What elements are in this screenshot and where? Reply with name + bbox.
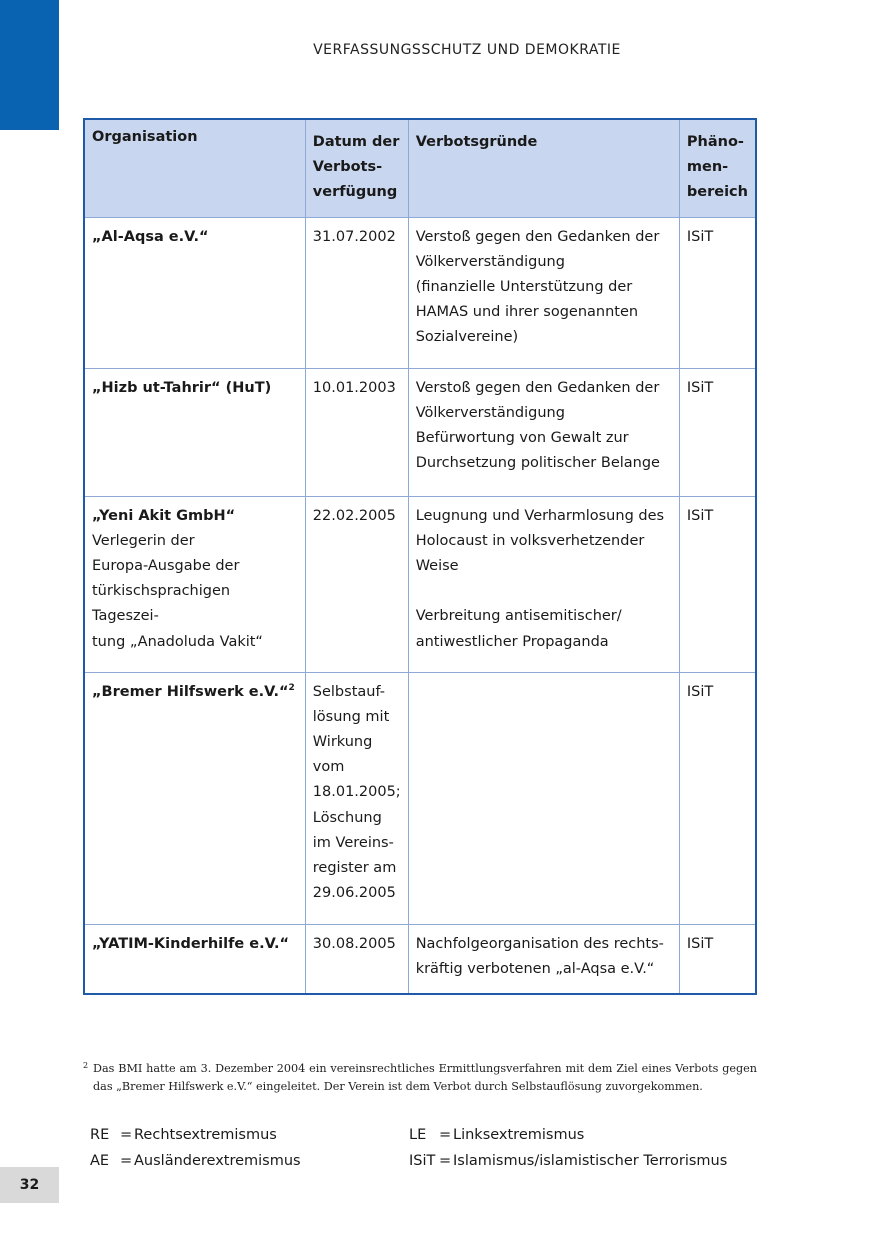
date-line: 22.02.2005 <box>312 507 396 524</box>
legend-equals: = <box>439 1127 452 1143</box>
reason-line: Sozialvereine) <box>415 329 519 346</box>
date-cell <box>305 217 408 368</box>
org-name-text: „Bremer Hilfswerk e.V.“ <box>92 683 289 700</box>
header-area-line: men- <box>686 159 729 176</box>
org-name: „YATIM-Kinderhilfe e.V.“ <box>92 935 290 952</box>
header-organisation: Organisation <box>84 119 305 217</box>
legend-equals: = <box>120 1127 133 1143</box>
date-line: register am <box>312 860 397 877</box>
org-cell <box>84 368 305 496</box>
legend-equals: = <box>439 1153 452 1169</box>
legend-meaning: Rechtsextremismus <box>134 1127 277 1143</box>
reason-line: Weise <box>415 558 459 575</box>
reasons-cell <box>408 496 679 672</box>
header-area-line: Phäno- <box>686 134 744 150</box>
table-row <box>84 924 756 994</box>
date-cell <box>305 368 408 496</box>
legend-abbr: RE <box>90 1127 110 1143</box>
date-line: Selbstauf- <box>312 683 385 700</box>
reasons-cell <box>408 217 679 368</box>
area-cell: ISiT <box>679 672 756 924</box>
page-header: VERFASSUNGSSCHUTZ UND DEMOKRATIE <box>313 42 621 58</box>
footnote-reference: 2 <box>288 682 295 693</box>
org-cell <box>84 672 305 924</box>
header-date <box>305 119 408 217</box>
reasons-cell <box>408 672 679 924</box>
reason-line: HAMAS und ihrer sogenannten <box>415 304 639 321</box>
date-line: 10.01.2003 <box>312 379 396 396</box>
reason-line: Verstoß gegen den Gedanken der <box>415 228 660 245</box>
date-line: 31.07.2002 <box>312 228 396 245</box>
date-line: 18.01.2005; <box>312 784 401 801</box>
table-header-row <box>84 119 756 217</box>
legend-equals: = <box>120 1153 133 1169</box>
date-cell <box>305 672 408 924</box>
reason-line: antiwestlicher Propaganda <box>415 633 609 650</box>
org-name <box>92 680 298 705</box>
reason-line: Völkerverständigung <box>415 404 565 421</box>
reason-spacer <box>416 579 672 604</box>
reason-line: Völkerverständigung <box>415 253 565 270</box>
legend-left <box>90 1122 301 1174</box>
footnote-text: Das BMI hatte am 3. Dezember 2004 ein vereinsrechtliches Ermittlungsverfahren mit dem Ziel eines Verbots gegen das „Bremer Hilfswerk e.V.“ eingeleitet. Der Verein ist dem Verbot durch Selbstauflösung zuvorgekommen. <box>93 1062 757 1093</box>
area-cell: ISiT <box>679 496 756 672</box>
date-line: Wirkung <box>312 734 373 751</box>
date-line: 29.06.2005 <box>312 885 396 902</box>
legend-meaning: Linksextremismus <box>453 1127 585 1143</box>
reason-line: Holocaust in volksverhetzender <box>415 532 645 549</box>
org-detail-line: Verlegerin der <box>92 532 195 549</box>
reason-line: kräftig verbotenen „al-Aqsa e.V.“ <box>415 960 655 977</box>
reason-line: (finanzielle Unterstützung der <box>415 279 633 296</box>
legend-item <box>409 1148 727 1174</box>
org-detail-line: tung „Anadoluda Vakit“ <box>92 633 263 650</box>
reasons-cell <box>408 368 679 496</box>
reason-line: Verstoß gegen den Gedanken der <box>415 379 660 396</box>
page-number: 32 <box>0 1167 59 1203</box>
reason-line: Befürwortung von Gewalt zur <box>415 430 629 447</box>
footnote <box>83 1060 757 1096</box>
header-area <box>679 119 756 217</box>
legend-abbr: LE <box>409 1127 427 1143</box>
header-date-line: Verbots- <box>312 159 383 176</box>
org-cell <box>84 496 305 672</box>
area-cell: ISiT <box>679 924 756 994</box>
legend-meaning: Islamismus/islamistischer Terrorismus <box>453 1153 728 1169</box>
area-cell: ISiT <box>679 368 756 496</box>
date-cell <box>305 924 408 994</box>
date-cell <box>305 496 408 672</box>
reason-line: Durchsetzung politischer Belange <box>415 455 660 472</box>
legend-right <box>409 1122 727 1174</box>
side-accent-bar <box>0 0 59 130</box>
date-line: im Vereins- <box>312 834 394 851</box>
org-cell <box>84 217 305 368</box>
reason-line: Verbreitung antisemitischer/ <box>415 608 622 625</box>
legend-meaning: Ausländerextremismus <box>134 1153 301 1169</box>
header-reasons: Verbotsgründe <box>408 119 679 217</box>
table-row <box>84 496 756 672</box>
date-line: 30.08.2005 <box>312 935 396 952</box>
header-date-line: verfügung <box>312 184 398 201</box>
header-area-line: bereich <box>686 184 748 201</box>
reasons-cell <box>408 924 679 994</box>
table-row <box>84 217 756 368</box>
reason-line: Nachfolgeorganisation des rechts- <box>415 935 664 952</box>
date-line: lösung mit <box>312 708 390 725</box>
legend-item <box>409 1122 727 1148</box>
org-detail-line: Europa-Ausgabe der <box>92 558 240 575</box>
header-date-line: Datum der <box>312 134 400 150</box>
date-line: vom <box>312 759 345 776</box>
org-detail-line: türkischsprachigen Tageszei- <box>92 583 231 625</box>
table-row <box>84 368 756 496</box>
legend-abbr: AE <box>90 1153 110 1169</box>
legend-item <box>90 1148 301 1174</box>
legend-abbr: ISiT <box>409 1153 436 1169</box>
table-row <box>84 672 756 924</box>
area-cell: ISiT <box>679 217 756 368</box>
footnote-marker: 2 <box>83 1061 89 1070</box>
org-cell <box>84 924 305 994</box>
org-name: „Al-Aqsa e.V.“ <box>92 228 209 245</box>
legend-item <box>90 1122 301 1148</box>
org-name: „Hizb ut-Tahrir“ (HuT) <box>92 379 272 396</box>
reason-line: Leugnung und Verharmlosung des <box>415 507 665 524</box>
date-line: Löschung <box>312 809 382 826</box>
org-name: „Yeni Akit GmbH“ <box>92 507 236 524</box>
ban-table <box>83 118 757 995</box>
